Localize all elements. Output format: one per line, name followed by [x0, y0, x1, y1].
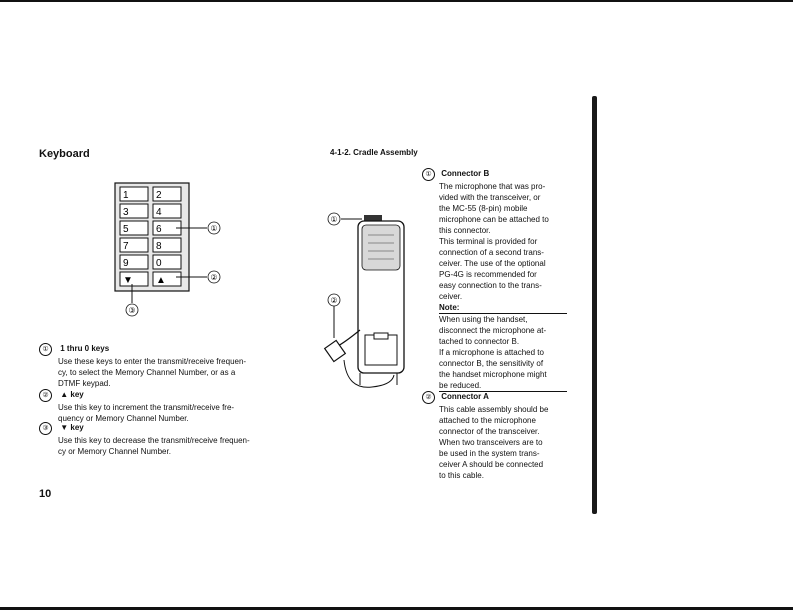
- keypad-callout-3: ③: [128, 306, 136, 315]
- item-number: ①: [422, 168, 435, 181]
- item-line: Use these keys to enter the transmit/receive frequen-: [58, 357, 247, 366]
- keypad-key-label: 2: [156, 190, 162, 201]
- item-title: Connector A: [441, 392, 489, 401]
- item-title: ▲ key: [60, 390, 84, 399]
- item-number: ②: [39, 389, 52, 402]
- item-line: the MC-55 (8-pin) mobile: [439, 204, 528, 213]
- cradle-diagram: [322, 205, 417, 400]
- note-line: connector B, the sensitivity of: [439, 359, 544, 368]
- item-line: cy, to select the Memory Channel Number, or as a: [58, 368, 236, 377]
- left-item-2: [39, 389, 279, 424]
- left-item-3: [39, 422, 279, 457]
- item-title: ▼ key: [60, 423, 84, 432]
- keypad-key-label: 8: [156, 241, 162, 252]
- item-title: 1 thru 0 keys: [60, 344, 110, 353]
- keypad-key-label: 0: [156, 258, 162, 269]
- item-line: connector of the transceiver.: [439, 427, 540, 436]
- cradle-assembly-heading: 4-1-2. Cradle Assembly: [330, 148, 418, 157]
- item-number: ②: [422, 391, 435, 404]
- item-line: ceiver A should be connected: [439, 460, 544, 469]
- item-line: easy connection to the trans-: [439, 281, 542, 290]
- keypad-key-label: ▼: [123, 275, 133, 286]
- bottom-border: [0, 607, 793, 610]
- keypad-callout-1: ①: [210, 224, 218, 233]
- item-title: Connector B: [441, 169, 490, 178]
- note-line: When using the handset,: [439, 315, 528, 324]
- note-line: the handset microphone might: [439, 370, 547, 379]
- item-line: PG-4G is recommended for: [439, 270, 537, 279]
- keypad-key-label: ▲: [156, 275, 166, 286]
- item-line: to this cable.: [439, 471, 484, 480]
- item-number: ③: [39, 422, 52, 435]
- note-line: disconnect the microphone at-: [439, 326, 547, 335]
- left-item-1: [39, 343, 279, 389]
- keyboard-heading: Keyboard: [39, 148, 90, 160]
- item-line: quency or Memory Channel Number.: [58, 414, 189, 423]
- item-line: ceiver.: [439, 292, 463, 301]
- item-line: be used in the system trans-: [439, 449, 540, 458]
- item-line: ceiver. The use of the optional: [439, 259, 546, 268]
- note-line: tached to connector B.: [439, 337, 520, 346]
- cradle-callout-1: ①: [330, 215, 338, 224]
- keypad-key-label: 5: [123, 224, 129, 235]
- item-line: connection of a second trans-: [439, 248, 544, 257]
- keypad-key-label: 6: [156, 224, 162, 235]
- keypad-diagram: [110, 180, 240, 320]
- item-line: The microphone that was pro-: [439, 182, 546, 191]
- item-line: Use this key to increment the transmit/receive fre-: [58, 403, 235, 412]
- item-line: When two transceivers are to: [439, 438, 543, 447]
- item-number: ①: [39, 343, 52, 356]
- item-line: This terminal is provided for: [439, 237, 538, 246]
- item-line: cy or Memory Channel Number.: [58, 447, 171, 456]
- note-line: If a microphone is attached to: [439, 348, 544, 357]
- item-line: This cable assembly should be: [439, 405, 549, 414]
- connector-b: [364, 215, 382, 221]
- keypad-key-label: 3: [123, 207, 129, 218]
- binding-spine: [592, 96, 597, 514]
- keypad-key-label: 4: [156, 207, 162, 218]
- item-line: vided with the transceiver, or: [439, 193, 541, 202]
- note-line: be reduced.: [439, 380, 567, 392]
- keypad-key-label: 1: [123, 190, 129, 201]
- right-item-1: [422, 168, 567, 392]
- note-label: Note:: [439, 302, 567, 314]
- keypad-callout-2: ②: [210, 273, 218, 282]
- keypad-key-label: 9: [123, 258, 129, 269]
- top-border: [0, 0, 793, 2]
- item-line: attached to the microphone: [439, 416, 536, 425]
- item-line: DTMF keypad.: [58, 379, 111, 388]
- keypad-key-label: 7: [123, 241, 129, 252]
- item-line: this connector.: [439, 226, 491, 235]
- page-number: 10: [39, 488, 52, 500]
- item-line: Use this key to decrease the transmit/receive frequen-: [58, 436, 250, 445]
- right-item-2: [422, 391, 567, 481]
- item-line: microphone can be attached to: [439, 215, 549, 224]
- cradle-callout-2: ②: [330, 296, 338, 305]
